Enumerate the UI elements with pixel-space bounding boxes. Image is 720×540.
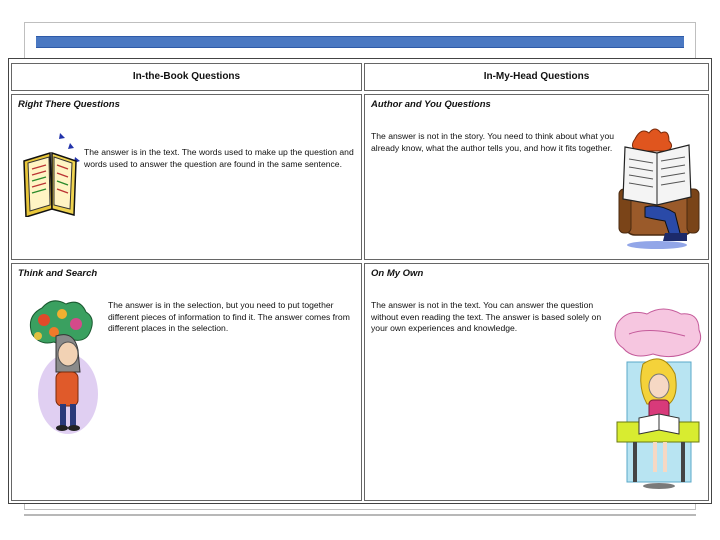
quadrant-think-and-search xyxy=(11,263,362,501)
header-left-label: In-the-Book Questions xyxy=(132,71,241,82)
quadrant-text: The answer is in the text. The words used to make up the question and words used to answer the question are found in the same sentence. xyxy=(84,147,354,169)
quadrant-text: The answer is in the selection, but you need to put together different pieces of information to find it. The answer comes from different places in the selection. xyxy=(108,300,350,333)
open-book-icon xyxy=(20,131,86,217)
quadrant-title: Think and Search xyxy=(18,268,98,279)
quadrant-author-and-you xyxy=(364,94,709,260)
bottom-rule xyxy=(24,514,696,516)
quadrant-title: Right There Questions xyxy=(18,99,120,110)
header-right-label: In-My-Head Questions xyxy=(483,71,590,82)
quadrant-title: Author and You Questions xyxy=(371,99,491,110)
quadrant-on-my-own xyxy=(364,263,709,501)
daydreaming-girl-icon xyxy=(613,306,703,492)
title-banner-bar xyxy=(36,36,684,48)
quadrant-text: The answer is not in the story. You need to think about what you already know, what the author tells you, and how it fits together. xyxy=(371,131,615,153)
thinking-student-icon xyxy=(22,298,106,438)
newspaper-reader-icon xyxy=(617,125,701,251)
quadrant-title: On My Own xyxy=(371,268,424,279)
header-in-my-head xyxy=(364,63,709,91)
quadrant-text: The answer is not in the text. You can answer the question without even reading the text. The answer is based solely on your own experiences and knowledge. xyxy=(371,300,602,333)
quadrant-right-there xyxy=(11,94,362,260)
qar-chart xyxy=(8,58,712,504)
header-in-the-book xyxy=(11,63,362,91)
